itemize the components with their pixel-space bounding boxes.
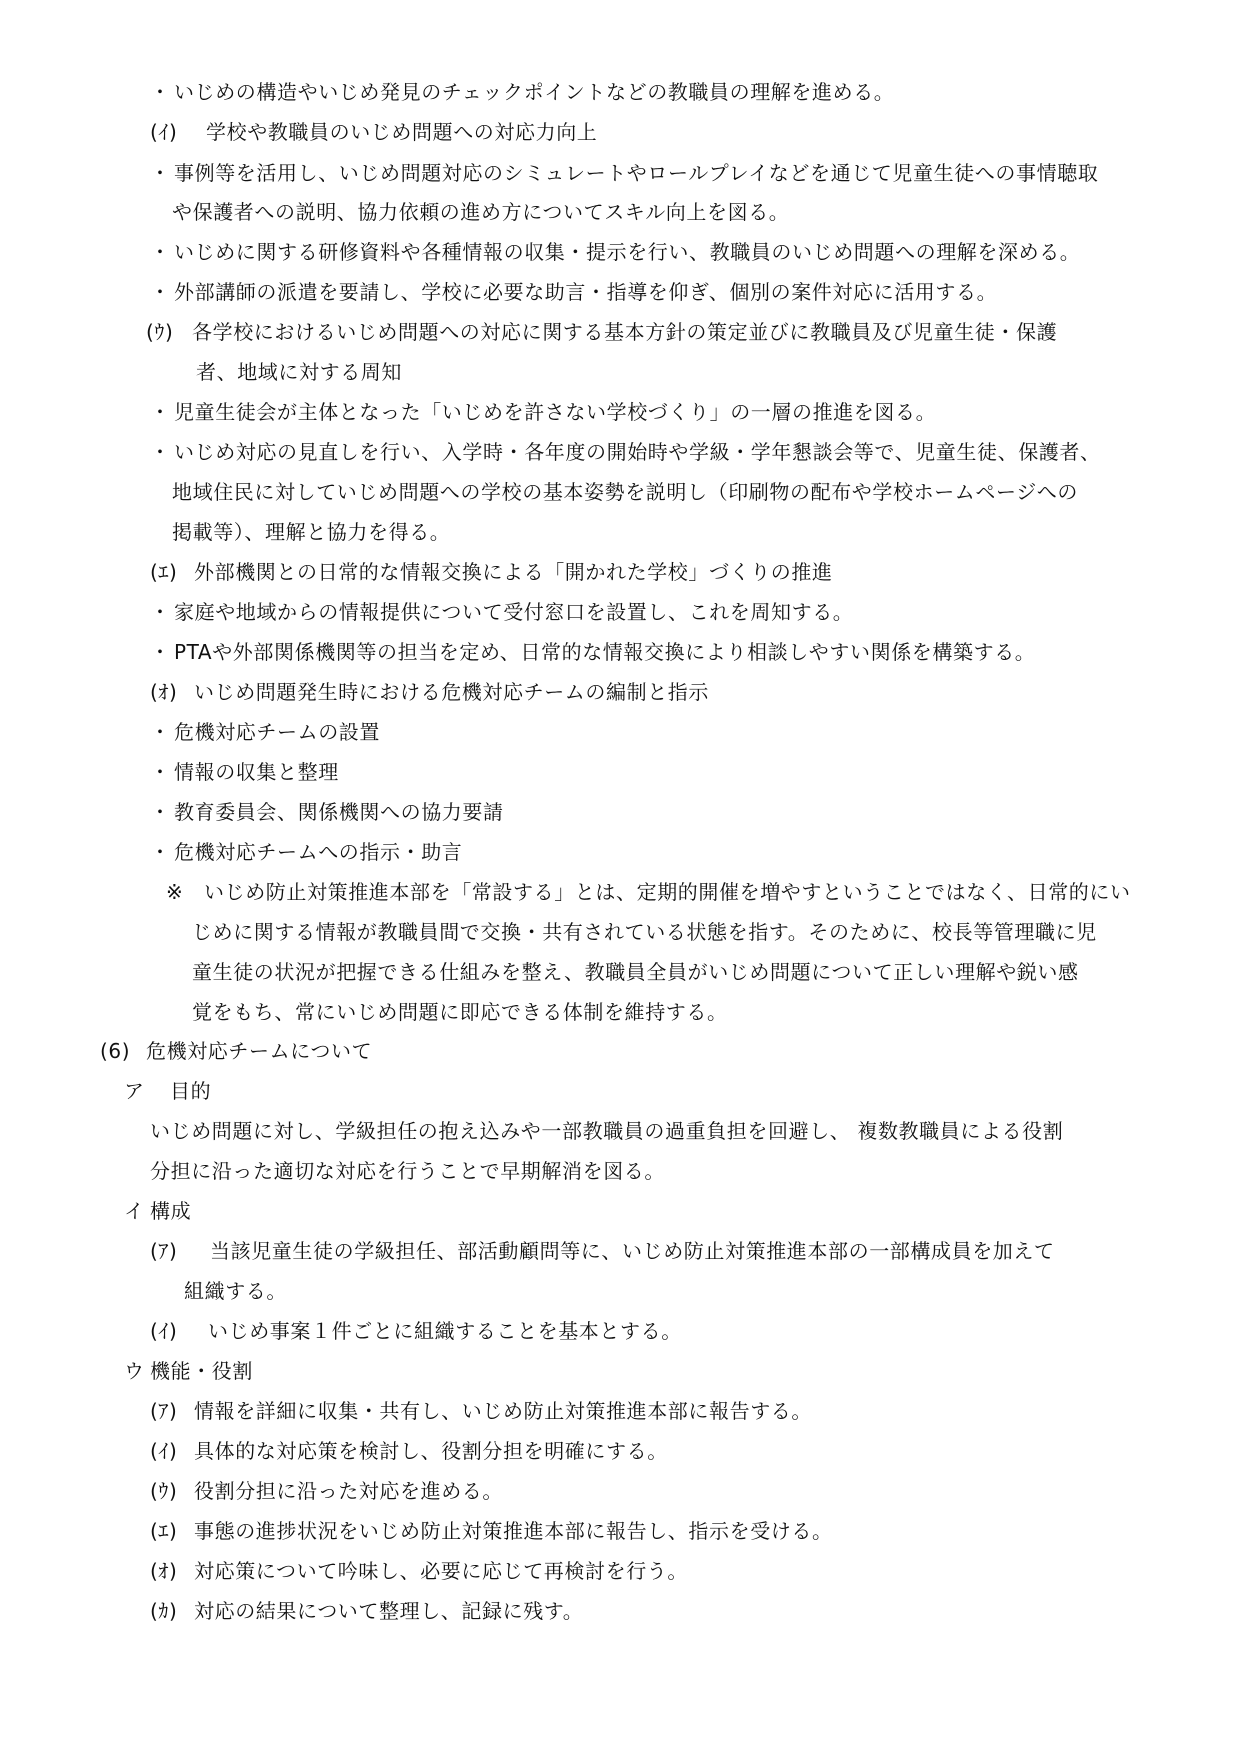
bullet-line <box>150 78 894 106</box>
continuation-line <box>192 918 1097 946</box>
line-text: 外部機関との日常的な情報交換による「開かれた学校」づくりの推進 <box>194 560 833 584</box>
subsection-heading <box>124 1077 211 1105</box>
item-marker: (ｵ) <box>150 1559 178 1583</box>
line-text: いじめ対応の見直しを行い、入学時・各年度の開始時や学級・学年懇談会等で、児童生徒、保護者、 <box>174 440 1101 464</box>
line-text: 各学校におけるいじめ問題への対応に関する基本方針の策定並びに教職員及び児童生徒・保護 <box>192 320 1058 344</box>
bullet-marker: ・ <box>150 600 171 624</box>
subsection-heading <box>124 1357 253 1385</box>
item-marker: (ｵ) <box>150 680 178 704</box>
line-text: 覚をもち、常にいじめ問題に即応できる体制を維持する。 <box>192 1000 728 1024</box>
continuation-line <box>196 358 402 386</box>
section-heading <box>100 1037 372 1065</box>
continuation-line <box>172 518 450 546</box>
bullet-line <box>150 238 1080 266</box>
line-text: 当該児童生徒の学級担任、部活動顧問等に、いじめ防止対策推進本部の一部構成員を加えて <box>210 1239 1055 1263</box>
subsection-heading <box>124 1197 191 1225</box>
bullet-marker: ・ <box>150 840 171 864</box>
line-text: 構成 <box>150 1199 192 1223</box>
item-marker: (ｶ) <box>150 1599 178 1623</box>
line-text: 危機対応チームの設置 <box>174 720 380 744</box>
line-text: いじめ防止対策推進本部を「常設する」とは、定期的開催を増やすということではなく、日常的にい <box>204 880 1131 904</box>
bullet-line <box>150 798 504 826</box>
subsection-marker: ウ <box>124 1359 145 1383</box>
bullet-line <box>150 638 1035 666</box>
body-line <box>150 1157 665 1185</box>
bullet-marker: ・ <box>150 400 171 424</box>
subheading-line <box>146 318 1057 346</box>
line-text: 掲載等）、理解と協力を得る。 <box>172 520 451 544</box>
subheading-line <box>150 678 709 706</box>
item-line <box>150 1437 668 1465</box>
bullet-line <box>150 718 380 746</box>
item-marker: (ｳ) <box>150 1479 178 1503</box>
bullet-marker: ・ <box>150 720 171 744</box>
line-text: 家庭や地域からの情報提供について受付窓口を設置し、これを周知する。 <box>174 600 854 624</box>
bullet-line <box>150 598 853 626</box>
subheading-line <box>150 118 597 146</box>
line-text: 情報を詳細に収集・共有し、いじめ防止対策推進本部に報告する。 <box>194 1399 812 1423</box>
bullet-line <box>150 398 936 426</box>
line-text: いじめ問題発生時における危機対応チームの編制と指示 <box>194 680 709 704</box>
bullet-marker: ・ <box>150 640 171 664</box>
item-marker: (ｳ) <box>146 320 174 344</box>
line-text: 機能・役割 <box>150 1359 253 1383</box>
subheading-line <box>150 558 833 586</box>
bullet-marker: ・ <box>150 240 171 264</box>
continuation-line <box>184 1277 287 1305</box>
item-line <box>150 1477 503 1505</box>
line-text: 危機対応チームについて <box>146 1039 373 1063</box>
subsection-marker: イ <box>124 1199 145 1223</box>
line-text: 教育委員会、関係機関への協力要請 <box>174 800 504 824</box>
line-text: 児童生徒会が主体となった「いじめを許さない学校づくり」の一層の推進を図る。 <box>174 400 937 424</box>
line-text: 分担に沿った適切な対応を行うことで早期解消を図る。 <box>150 1159 665 1183</box>
bullet-marker: ・ <box>150 280 171 304</box>
line-text: 童生徒の状況が把握できる仕組みを整え、教職員全員がいじめ問題について正しい理解や鋭い感 <box>192 960 1079 984</box>
bullet-line <box>150 758 339 786</box>
item-line <box>150 1557 688 1585</box>
bullet-marker: ・ <box>150 80 171 104</box>
section-marker: (6) <box>100 1039 131 1063</box>
line-text: 者、地域に対する周知 <box>196 360 402 384</box>
line-text: 外部講師の派遣を要請し、学校に必要な助言・指導を仰ぎ、個別の案件対応に活用する。 <box>174 280 998 304</box>
item-marker: (ｲ) <box>150 1319 178 1343</box>
continuation-line <box>192 958 1079 986</box>
line-text: 事例等を活用し、いじめ問題対応のシミュレートやロールプレイなどを通じて児童生徒への事情聴取 <box>174 161 1099 185</box>
subsection-marker: ア <box>124 1079 145 1103</box>
line-text: PTAや外部関係機関等の担当を定め、日常的な情報交換により相談しやすい関係を構築する。 <box>174 640 1036 664</box>
item-marker: (ｲ) <box>150 1439 178 1463</box>
bullet-marker: ・ <box>150 440 171 464</box>
continuation-line <box>192 998 728 1026</box>
bullet-marker: ・ <box>150 161 171 185</box>
line-text: じめに関する情報が教職員間で交換・共有されている状態を指す。そのために、校長等管理職に児 <box>192 920 1097 944</box>
item-marker: (ｱ) <box>150 1239 178 1263</box>
line-text: 組織する。 <box>184 1279 287 1303</box>
item-line <box>150 1317 682 1345</box>
line-text: 事態の進捗状況をいじめ防止対策推進本部に報告し、指示を受ける。 <box>194 1519 833 1543</box>
line-text: いじめ問題に対し、学級担任の抱え込みや一部教職員の過重負担を回避し、 複数教職員による役割 <box>150 1119 1064 1143</box>
item-line <box>150 1237 1055 1265</box>
line-text: 学校や教職員のいじめ問題への対応力向上 <box>206 120 598 144</box>
bullet-line <box>150 159 1098 187</box>
note-marker: ※ <box>166 880 184 904</box>
line-text: いじめに関する研修資料や各種情報の収集・提示を行い、教職員のいじめ問題への理解を深める。 <box>174 240 1081 264</box>
bullet-line <box>150 438 1101 466</box>
item-line <box>150 1597 583 1625</box>
line-text: や保護者への説明、協力依頼の進め方についてスキル向上を図る。 <box>172 200 790 224</box>
item-line <box>150 1397 812 1425</box>
line-text: いじめ事案１件ごとに組織することを基本とする。 <box>208 1319 682 1343</box>
item-marker: (ｴ) <box>150 1519 178 1543</box>
bullet-line <box>150 278 997 306</box>
line-text: 地域住民に対していじめ問題への学校の基本姿勢を説明し（印刷物の配布や学校ホームページへの <box>172 480 1078 504</box>
line-text: 具体的な対応策を検討し、役割分担を明確にする。 <box>194 1439 668 1463</box>
line-text: 対応の結果について整理し、記録に残す。 <box>194 1599 584 1623</box>
bullet-marker: ・ <box>150 760 171 784</box>
line-text: 目的 <box>170 1079 212 1103</box>
line-text: 役割分担に沿った対応を進める。 <box>194 1479 503 1503</box>
item-marker: (ｲ) <box>150 120 178 144</box>
continuation-line <box>172 478 1078 506</box>
line-text: 対応策について吟味し、必要に応じて再検討を行う。 <box>194 1559 688 1583</box>
note-line <box>166 878 1131 906</box>
item-marker: (ｴ) <box>150 560 178 584</box>
body-line <box>150 1117 1063 1145</box>
item-line <box>150 1517 833 1545</box>
continuation-line <box>172 198 789 226</box>
line-text: 危機対応チームへの指示・助言 <box>174 840 463 864</box>
line-text: 情報の収集と整理 <box>174 760 339 784</box>
bullet-line <box>150 838 462 866</box>
bullet-marker: ・ <box>150 800 171 824</box>
line-text: いじめの構造やいじめ発見のチェックポイントなどの教職員の理解を進める。 <box>174 80 895 104</box>
item-marker: (ｱ) <box>150 1399 178 1423</box>
